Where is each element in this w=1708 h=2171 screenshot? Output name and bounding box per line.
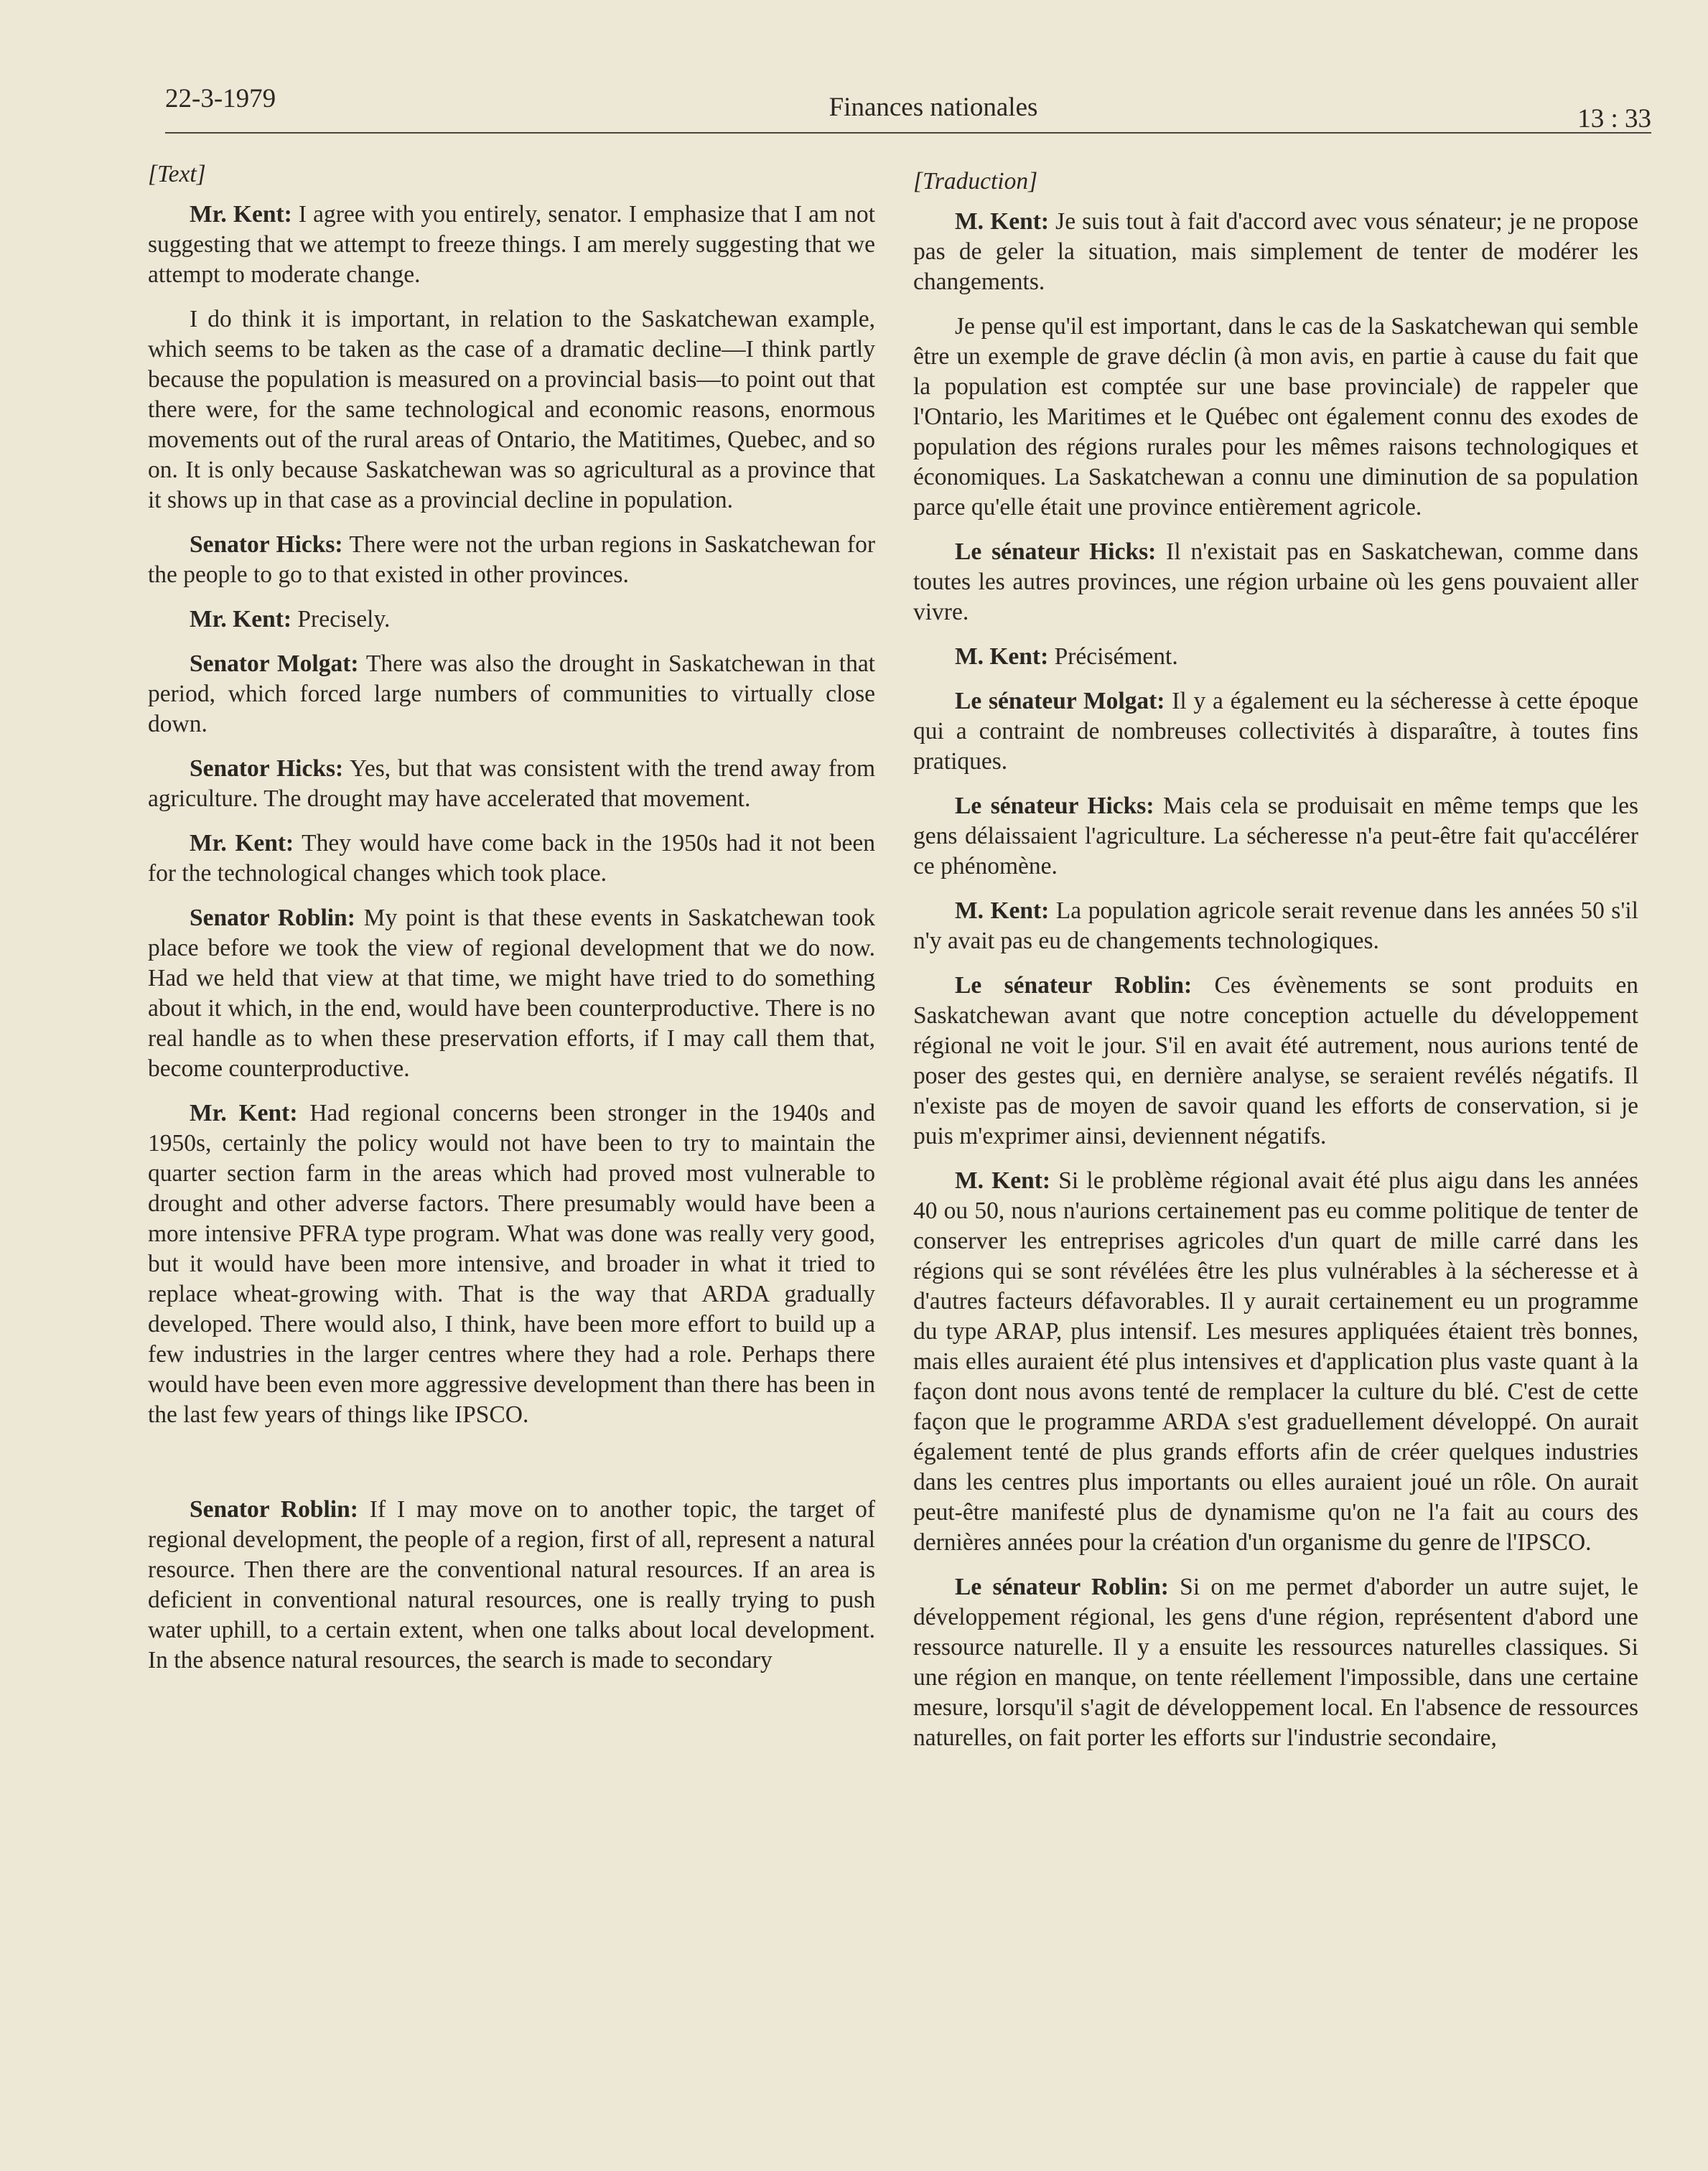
paragraph-text: My point is that these events in Saskatchewan took place before we took the view of regional development that we do now. Had we held that view at that time, we might have tried to do something about it which, in the end, would have been counterproductive. There is no real handle as to when these preservation efforts, if I may call them that, become counterproductive. — [148, 905, 875, 1082]
paragraph — [148, 1495, 875, 1676]
paragraph-text: Yes, but that was consistent with the trend away from agriculture. The drought may have accelerated that movement. — [148, 755, 875, 812]
paragraph-text: Je suis tout à fait d'accord avec vous sénateur; je ne propose pas de geler la situation, mais simplement de tenter de modérer les changements. — [913, 208, 1638, 295]
speaker-name: Senator Roblin: — [190, 1496, 358, 1523]
paragraph — [148, 604, 875, 635]
speaker-name: Senator Molgat: — [190, 650, 359, 677]
speaker-name: Mr. Kent: — [190, 606, 292, 632]
speaker-name: Senator Hicks: — [190, 755, 344, 782]
section-label-text: [Traduction] — [913, 168, 1038, 195]
paragraph-text: Had regional concerns been stronger in the 1940s and 1950s, certainly the policy would not have been to try to maintain the quarter section farm in the areas which had proved most vulnerable to drought and other adverse factors. There presumably would have been a more intensive PFRA type program. What was done was really very good, but it would have been more intensive, and broader in what it tried to replace wheat-growing with. That is the way that ARDA gradually developed. There would also, I think, have been more effort to build up a few industries in the larger centres where they had a role. Perhaps there would have been even more aggressive development than there has been in the last few years of things like IPSCO. — [148, 1100, 875, 1428]
paragraph — [913, 642, 1638, 672]
paragraph-text: Je pense qu'il est important, dans le cas de la Saskatchewan qui semble être un exemple de grave déclin (à mon avis, en partie à cause du fait que la population est comptée sur une base provinciale) de rappeler que l'Ontario, les Maritimes et le Québec ont également connu des exodes de population des régions rurales pour les mêmes raisons technologiques et économiques. La Saskatchewan a connu une diminution de sa population parce qu'elle était une province entièrement agricole. — [913, 313, 1638, 520]
paragraph — [913, 791, 1638, 882]
paragraph-text: Mais cela se produisait en même temps que les gens délaissaient l'agriculture. La sécheresse n'a peut-être fait qu'accélérer ce phénomène. — [913, 793, 1638, 879]
header-date: 22-3-1979 — [165, 84, 276, 113]
speaker-name: M. Kent: — [955, 1167, 1051, 1194]
paragraph — [148, 828, 875, 889]
paragraph-text: I agree with you entirely, senator. I emphasize that I am not suggesting that we attempt to freeze things. I am merely suggesting that we attempt to moderate change. — [148, 201, 875, 288]
speaker-name: Senator Hicks: — [190, 531, 343, 558]
paragraph-text: La population agricole serait revenue dans les années 50 s'il n'y avait pas eu de changements technologiques. — [913, 897, 1638, 954]
paragraph-text: Ces évènements se sont produits en Saskatchewan avant que notre conception actuelle du développement régional ne voit le jour. S'il en avait été autrement, nous aurions tenté de poser des gestes qui, en dernière analyse, se seraient revélés négatifs. Il n'existe pas de moyen de savoir quand les efforts de conservation, si je puis m'exprimer ainsi, deviennent négatifs. — [913, 972, 1638, 1149]
header-title: Finances nationales — [829, 93, 1038, 122]
speaker-name: Mr. Kent: — [190, 201, 292, 228]
paragraph-text: Précisément. — [1048, 643, 1178, 670]
english-column — [148, 159, 875, 1690]
paragraph — [148, 304, 875, 515]
paragraph — [148, 530, 875, 590]
speaker-name: Mr. Kent: — [190, 1100, 298, 1126]
paragraph-text: There was also the drought in Saskatchewan in that period, which forced large numbers of communities to virtually close down. — [148, 650, 875, 737]
paragraph-text: There were not the urban regions in Saskatchewan for the people to go to that existed in other provinces. — [148, 531, 875, 588]
page-header — [144, 78, 1651, 135]
section-label-text: [Text] — [148, 161, 206, 187]
paragraph — [913, 207, 1638, 297]
paragraph — [148, 649, 875, 739]
paragraph — [913, 686, 1638, 777]
paragraph — [913, 1572, 1638, 1753]
paragraph-text: They would have come back in the 1950s had it not been for the technological changes which took place. — [148, 830, 875, 887]
paragraph-text: Il y a également eu la sécheresse à cette époque qui a contraint de nombreuses collectivités à disparaître, à toutes fins pratiques. — [913, 688, 1638, 775]
header-page-number: 13 : 33 — [1577, 104, 1651, 134]
header-rule — [165, 132, 1651, 134]
paragraph — [913, 312, 1638, 523]
paragraph-text: Si on me permet d'aborder un autre sujet, le développement régional, les gens d'une région, représentent d'abord une ressource naturelle. Il y a ensuite les ressources naturelles classiques. Si une région en manque, on tente réellement l'impossible, dans une certaine mesure, lorsqu'il s'agit de développement local. En l'absence de ressources naturelles, on fait porter les efforts sur l'industrie secondaire, — [913, 1574, 1638, 1751]
speaker-name: Le sénateur Roblin: — [955, 1574, 1169, 1600]
paragraph — [148, 200, 875, 290]
column-spacer — [148, 1444, 875, 1495]
speaker-name: M. Kent: — [955, 643, 1049, 670]
speaker-name: Le sénateur Hicks: — [955, 793, 1154, 819]
paragraph — [913, 1166, 1638, 1558]
paragraph-text: Si le problème régional avait été plus aigu dans les années 40 ou 50, nous n'aurions certainement pas eu comme politique de tenter de conserver les entreprises agricoles d'un quart de mille carré dans les régions qui se sont révélées être les plus vulnérables à la sécheresse et à d'autres facteurs défavorables. Il y aurait certainement eu un programme du type ARAP, plus intensif. Les mesures appliquées étaient très bonnes, mais elles auraient été plus intensives et d'application plus vaste quant à la façon dont nous avons tenté de remplacer la culture du blé. C'est de cette façon que le programme ARDA s'est graduellement développé. On aurait également tenté de plus grands efforts afin de créer quelques industries dans les centres plus importants ou elles auraient joué un rôle. On aurait peut-être manifesté plus de dynamisme qu'on ne l'a fait au cours des dernières années pour la création d'un organisme du genre de l'IPSCO. — [913, 1167, 1638, 1556]
speaker-name: Senator Roblin: — [190, 905, 355, 931]
paragraph — [148, 1098, 875, 1430]
speaker-name: M. Kent: — [955, 208, 1050, 235]
paragraph-text: I do think it is important, in relation to the Saskatchewan example, which seems to be taken as the case of a dramatic decline—I think partly because the population is measured on a provincial basis—to point out that there were, for the same technological and economic reasons, enormous movements out of the rural areas of Ontario, the Matitimes, Quebec, and so on. It is only because Saskatchewan was so agricultural as a province that it shows up in that case as a provincial decline in population. — [148, 306, 875, 513]
paragraph — [148, 754, 875, 814]
paragraph — [913, 537, 1638, 627]
paragraph-text: Precisely. — [291, 606, 391, 632]
speaker-name: Le sénateur Molgat: — [955, 688, 1165, 714]
paragraph-text: If I may move on to another topic, the target of regional development, the people of a region, first of all, represent a natural resource. Then there are the conventional natural resources. If an area is deficient in conventional natural resources, one is really trying to push water uphill, to a certain extent, when one talks about local development. In the absence natural resources, the search is made to secondary — [148, 1496, 875, 1673]
speaker-name: Le sénateur Hicks: — [955, 538, 1157, 565]
speaker-name: Le sénateur Roblin: — [955, 972, 1193, 999]
paragraph — [148, 903, 875, 1084]
paragraph-text: Il n'existait pas en Saskatchewan, comme dans toutes les autres provinces, une région urbaine où les gens pouvaient aller vivre. — [913, 538, 1638, 625]
speaker-name: Mr. Kent: — [190, 830, 294, 856]
paragraph — [913, 971, 1638, 1152]
french-column — [913, 167, 1638, 1768]
speaker-name: M. Kent: — [955, 897, 1050, 924]
paragraph — [913, 896, 1638, 956]
